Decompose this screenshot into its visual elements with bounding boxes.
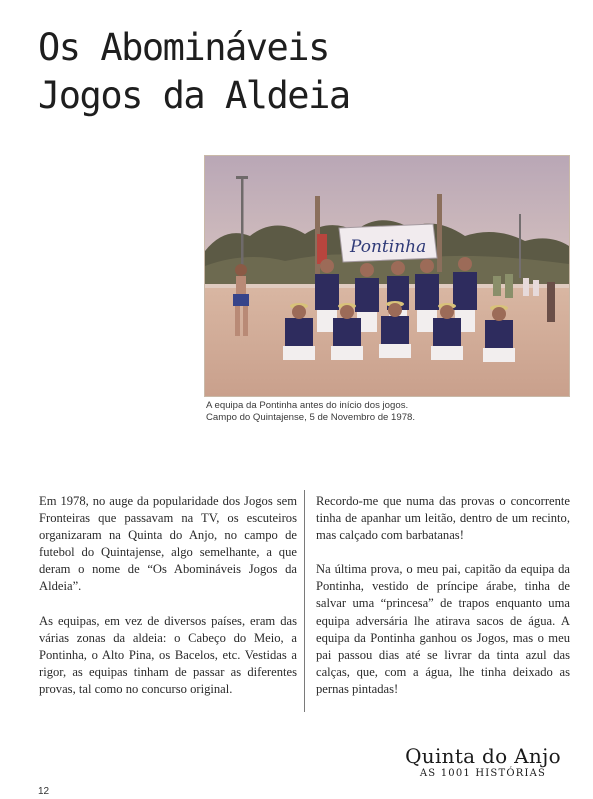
caption-line-1: A equipa da Pontinha antes do início dos jogos. xyxy=(206,400,409,411)
brand-subtitle: AS 1001 HISTÓRIAS xyxy=(419,768,547,779)
page-title xyxy=(38,24,558,120)
body-paragraph: Em 1978, no auge da popularidade dos Jogos sem Fronteiras que passavam na TV, os escuteiros organizaram na Quinta do Anjo, no campo de futebol do Quintajense, algo semelhante, a que deram o nome de “Os Abomináveis Jogos da Aldeia”. xyxy=(39,494,297,594)
caption-line-2: Campo do Quintajense, 5 de Novembro de 1978. xyxy=(206,412,416,423)
body-column-right xyxy=(316,493,570,715)
photo-caption xyxy=(206,400,566,424)
column-divider xyxy=(304,490,305,712)
body-paragraph: Recordo-me que numa das provas o concorrente tinha de apanhar um leitão, dentro de um recinto, mas calçado com barbatanas! xyxy=(316,494,570,543)
brand-main: Quinta do Anjo xyxy=(405,744,561,768)
book-brand-logo xyxy=(398,745,568,779)
page-title-line-2: Jogos da Aldeia xyxy=(38,74,350,117)
team-photo xyxy=(204,155,570,397)
page-number: 12 xyxy=(38,786,50,797)
banner-text: Pontinha xyxy=(350,237,427,257)
body-paragraph: As equipas, em vez de diversos países, eram das várias zonas da aldeia: o Cabeço do Meio, a Pontinha, o Alto Pina, os Bacelos, etc. Vestidas a rigor, as equipas tinham de passar as diferentes provas, tal como no concurso original. xyxy=(39,613,297,696)
page-title-line-1: Os Abomináveis xyxy=(38,26,329,69)
body-column-left xyxy=(39,493,297,715)
body-paragraph: Na última prova, o meu pai, capitão da equipa da Pontinha, vestido de príncipe árabe, tinha de salvar uma “princesa” de trapos enquanto uma equipa adversária lhe atirava sacos de água. A equipa da Pontinha ganhou os Jogos, mas o meu pai passou dias até se livrar da tinta azul das calças, que, com a água, lhe tinha deixado as pernas pintadas! xyxy=(316,562,570,696)
